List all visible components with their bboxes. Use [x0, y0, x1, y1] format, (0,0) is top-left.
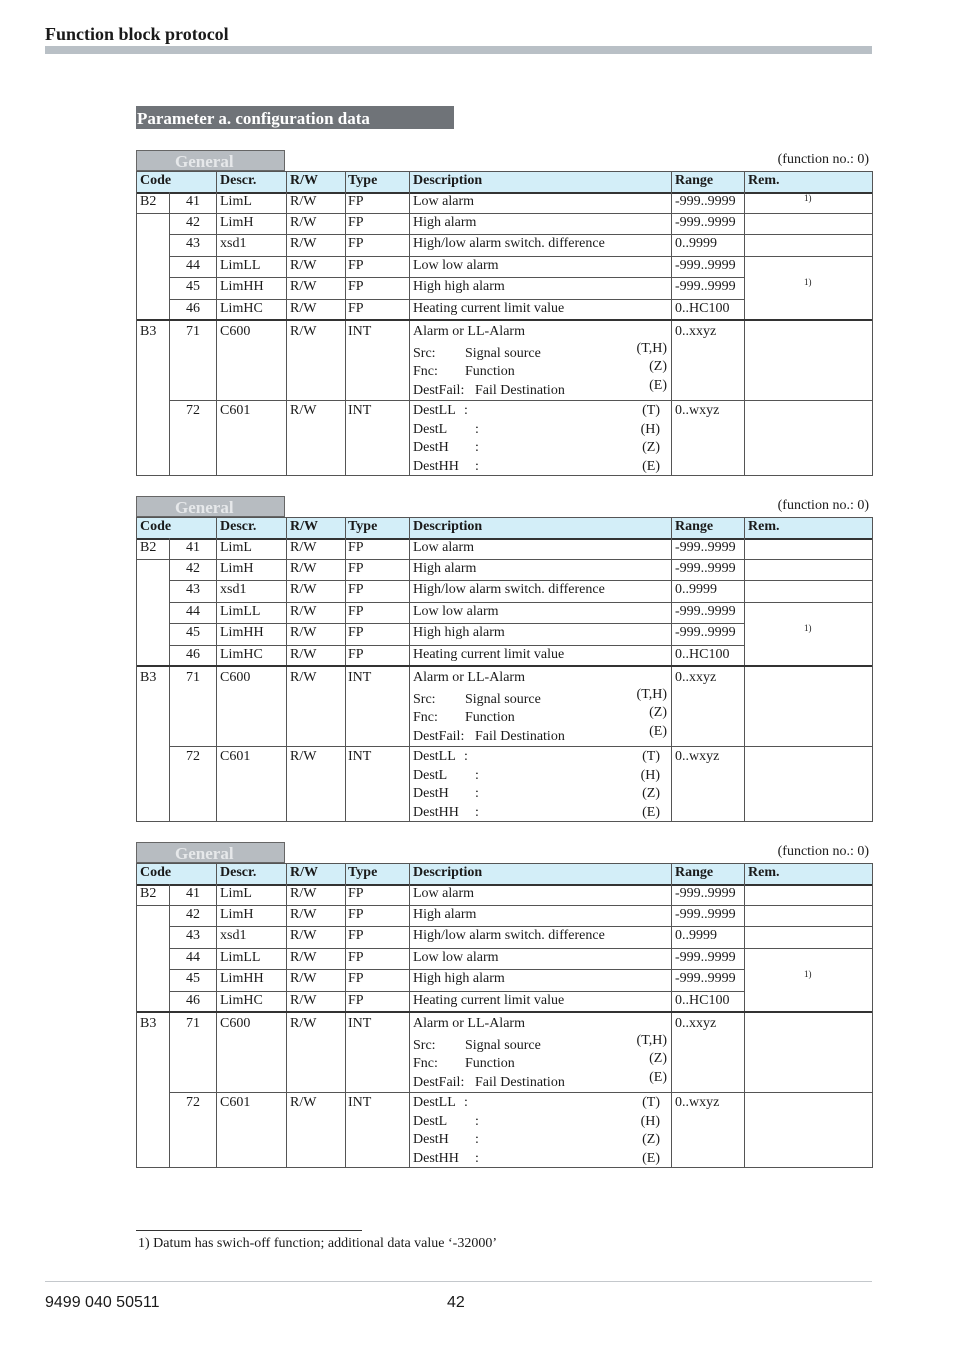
cell-descr: LimHC	[220, 301, 263, 316]
detail-colon: :	[464, 1095, 468, 1110]
column-header: Description	[413, 173, 483, 188]
cell-rw: R/W	[290, 301, 317, 316]
detail-text: Function	[465, 364, 515, 379]
column-divider	[671, 864, 672, 1167]
column-header: Range	[675, 865, 714, 880]
cell-description: Low alarm	[413, 540, 475, 555]
footer-doc-number: 9499 040 50511	[45, 1294, 160, 1311]
cell-description: High high alarm	[413, 279, 505, 294]
detail-code: (E)	[649, 378, 667, 393]
function-number: (function no.: 0)	[777, 844, 869, 859]
cell-number: 72	[186, 749, 200, 764]
column-header: Description	[413, 865, 483, 880]
column-divider	[216, 172, 217, 475]
table-tab: General	[136, 150, 285, 171]
cell-range: -999..9999	[675, 561, 736, 576]
detail-key: DestLL	[413, 403, 456, 418]
detail-colon: :	[475, 1132, 479, 1147]
detail-code: (H)	[640, 1114, 660, 1129]
cell-description: Low low alarm	[413, 258, 499, 273]
cell-descr: LimH	[220, 215, 254, 230]
cell-range: -999..9999	[675, 215, 736, 230]
cell-description: Alarm or LL-Alarm	[413, 1016, 525, 1031]
cell-type: FP	[348, 279, 364, 294]
column-header: Type	[348, 519, 378, 534]
cell-type: INT	[348, 1095, 372, 1110]
section-title: Parameter a. configuration data	[136, 106, 454, 129]
cell-descr: LimLL	[220, 604, 261, 619]
cell-number: 44	[186, 604, 200, 619]
cell-type: INT	[348, 749, 372, 764]
cell-type: FP	[348, 604, 364, 619]
cell-descr: LimHH	[220, 279, 264, 294]
detail-colon: :	[475, 768, 479, 783]
cell-range: 0..wxyz	[675, 403, 720, 418]
column-header: Rem.	[748, 865, 780, 880]
remark-merge-mask	[745, 949, 872, 1012]
group-divider	[137, 319, 872, 321]
cell-descr: LimL	[220, 886, 252, 901]
column-divider	[409, 518, 410, 821]
cell-rw: R/W	[290, 907, 317, 922]
row-divider	[169, 400, 872, 401]
column-header: R/W	[290, 865, 318, 880]
cell-rw: R/W	[290, 993, 317, 1008]
detail-key: Fnc:	[413, 1056, 438, 1071]
footnote: 1) Datum has swich-off function; additional data value ‘-32000’	[138, 1236, 497, 1251]
column-header: Range	[675, 519, 714, 534]
detail-code: (E)	[642, 1151, 660, 1166]
detail-key: DestHH	[413, 459, 459, 474]
cell-rw: R/W	[290, 1016, 317, 1031]
cell-number: 42	[186, 561, 200, 576]
detail-code: (Z)	[649, 1051, 667, 1066]
detail-code: (T,H)	[636, 687, 667, 702]
cell-type: FP	[348, 215, 364, 230]
cell-number: 41	[186, 886, 200, 901]
remark-merge-mask	[745, 886, 872, 905]
detail-key: DestL	[413, 422, 448, 437]
column-divider	[169, 560, 170, 821]
cell-number: 41	[186, 194, 200, 209]
column-divider	[286, 518, 287, 821]
group-divider	[137, 1011, 872, 1013]
cell-rw: R/W	[290, 194, 317, 209]
footer-page-number: 42	[447, 1294, 465, 1311]
cell-rw: R/W	[290, 670, 317, 685]
cell-code: B2	[140, 194, 157, 209]
cell-descr: LimLL	[220, 258, 261, 273]
cell-rw: R/W	[290, 561, 317, 576]
detail-text: Signal source	[465, 1038, 541, 1053]
cell-range: 0..wxyz	[675, 749, 720, 764]
cell-rw: R/W	[290, 540, 317, 555]
column-divider	[345, 864, 346, 1167]
cell-description: Alarm or LL-Alarm	[413, 324, 525, 339]
column-divider	[286, 864, 287, 1167]
column-header: R/W	[290, 173, 318, 188]
cell-number: 71	[186, 1016, 200, 1031]
detail-colon: :	[464, 749, 468, 764]
cell-range: -999..9999	[675, 886, 736, 901]
cell-range: -999..9999	[675, 194, 736, 209]
footer-rule	[45, 1281, 872, 1282]
table-tab: General	[136, 496, 285, 517]
cell-range: 0..xxyz	[675, 670, 717, 685]
cell-descr: C600	[220, 324, 251, 339]
cell-description: High/low alarm switch. difference	[413, 928, 605, 943]
cell-rw: R/W	[290, 604, 317, 619]
cell-descr: LimHC	[220, 993, 263, 1008]
footnote-rule	[136, 1230, 362, 1231]
parameter-table	[136, 863, 873, 1168]
cell-range: -999..9999	[675, 907, 736, 922]
detail-code: (H)	[640, 768, 660, 783]
cell-description: High alarm	[413, 907, 477, 922]
remark-footnote-mark: 1)	[804, 277, 812, 287]
detail-text: Function	[465, 710, 515, 725]
cell-code: B2	[140, 540, 157, 555]
parameter-table	[136, 171, 873, 476]
detail-colon: :	[475, 440, 479, 455]
detail-key: DestHH	[413, 1151, 459, 1166]
cell-range: -999..9999	[675, 258, 736, 273]
table-block	[136, 496, 873, 822]
cell-range: 0..xxyz	[675, 1016, 717, 1031]
cell-descr: LimH	[220, 907, 254, 922]
detail-colon: :	[464, 403, 468, 418]
column-divider	[744, 172, 745, 475]
parameter-table	[136, 517, 873, 822]
detail-key: DestLL	[413, 1095, 456, 1110]
cell-range: -999..9999	[675, 540, 736, 555]
column-header: Range	[675, 173, 714, 188]
detail-key: DestFail:	[413, 1075, 465, 1090]
column-divider	[216, 864, 217, 1167]
detail-key: Src:	[413, 346, 436, 361]
cell-description: Low low alarm	[413, 950, 499, 965]
cell-number: 44	[186, 258, 200, 273]
cell-rw: R/W	[290, 582, 317, 597]
table-block	[136, 150, 873, 476]
cell-code: B3	[140, 324, 157, 339]
cell-type: FP	[348, 582, 364, 597]
cell-number: 46	[186, 301, 200, 316]
cell-rw: R/W	[290, 950, 317, 965]
cell-descr: C600	[220, 1016, 251, 1031]
cell-type: FP	[348, 301, 364, 316]
cell-rw: R/W	[290, 971, 317, 986]
cell-number: 45	[186, 279, 200, 294]
table-header-row	[137, 172, 872, 194]
cell-range: 0..HC100	[675, 647, 730, 662]
row-divider	[169, 926, 872, 927]
detail-code: (Z)	[649, 359, 667, 374]
table-block	[136, 842, 873, 1168]
cell-range: -999..9999	[675, 971, 736, 986]
cell-number: 42	[186, 215, 200, 230]
cell-number: 72	[186, 1095, 200, 1110]
row-divider	[137, 559, 872, 560]
cell-type: FP	[348, 886, 364, 901]
cell-description: High high alarm	[413, 625, 505, 640]
cell-number: 46	[186, 647, 200, 662]
cell-type: FP	[348, 647, 364, 662]
cell-description: High alarm	[413, 215, 477, 230]
cell-type: FP	[348, 625, 364, 640]
detail-text: Fail Destination	[475, 729, 565, 744]
cell-descr: LimH	[220, 561, 254, 576]
cell-description: High/low alarm switch. difference	[413, 582, 605, 597]
cell-type: FP	[348, 258, 364, 273]
column-divider	[671, 172, 672, 475]
detail-key: DestLL	[413, 749, 456, 764]
column-divider	[671, 518, 672, 821]
cell-code: B3	[140, 670, 157, 685]
cell-descr: C600	[220, 670, 251, 685]
column-header: Rem.	[748, 519, 780, 534]
cell-description: High/low alarm switch. difference	[413, 236, 605, 251]
column-divider	[169, 906, 170, 1167]
remark-merge-mask	[745, 603, 872, 666]
detail-text: Fail Destination	[475, 1075, 565, 1090]
cell-description: Heating current limit value	[413, 301, 565, 316]
detail-key: DestHH	[413, 805, 459, 820]
column-header: Code	[140, 173, 172, 188]
row-divider	[169, 580, 872, 581]
cell-descr: xsd1	[220, 582, 247, 597]
cell-rw: R/W	[290, 749, 317, 764]
table-header-row	[137, 864, 872, 886]
row-divider	[169, 746, 872, 747]
detail-key: Src:	[413, 1038, 436, 1053]
detail-colon: :	[475, 786, 479, 801]
cell-number: 45	[186, 971, 200, 986]
row-divider	[169, 1092, 872, 1093]
cell-description: Alarm or LL-Alarm	[413, 670, 525, 685]
cell-range: 0..9999	[675, 928, 717, 943]
cell-description: Heating current limit value	[413, 647, 565, 662]
detail-key: Src:	[413, 692, 436, 707]
column-divider	[216, 518, 217, 821]
column-divider	[744, 518, 745, 821]
cell-type: FP	[348, 561, 364, 576]
cell-rw: R/W	[290, 886, 317, 901]
cell-type: INT	[348, 324, 372, 339]
header-bar	[45, 46, 872, 54]
function-number: (function no.: 0)	[777, 152, 869, 167]
cell-type: INT	[348, 670, 372, 685]
column-header: Descr.	[220, 173, 257, 188]
cell-range: 0..wxyz	[675, 1095, 720, 1110]
page-header-title: Function block protocol	[45, 24, 229, 44]
cell-rw: R/W	[290, 928, 317, 943]
table-tab: General	[136, 842, 285, 863]
cell-descr: LimHH	[220, 625, 264, 640]
cell-number: 41	[186, 540, 200, 555]
cell-description: Low low alarm	[413, 604, 499, 619]
detail-code: (T)	[642, 1095, 660, 1110]
cell-type: INT	[348, 403, 372, 418]
column-divider	[169, 214, 170, 475]
cell-descr: LimHC	[220, 647, 263, 662]
detail-code: (Z)	[642, 440, 660, 455]
column-divider	[345, 518, 346, 821]
cell-description: Low alarm	[413, 886, 475, 901]
column-header: R/W	[290, 519, 318, 534]
cell-number: 46	[186, 993, 200, 1008]
column-divider	[744, 864, 745, 1167]
detail-colon: :	[475, 805, 479, 820]
group-divider	[137, 665, 872, 667]
cell-descr: LimL	[220, 194, 252, 209]
cell-number: 71	[186, 670, 200, 685]
column-divider	[409, 172, 410, 475]
cell-description: High alarm	[413, 561, 477, 576]
cell-range: 0..HC100	[675, 301, 730, 316]
cell-descr: C601	[220, 1095, 251, 1110]
detail-text: Signal source	[465, 692, 541, 707]
detail-code: (T)	[642, 403, 660, 418]
cell-description: Heating current limit value	[413, 993, 565, 1008]
detail-key: Fnc:	[413, 364, 438, 379]
cell-rw: R/W	[290, 647, 317, 662]
cell-descr: xsd1	[220, 928, 247, 943]
cell-range: -999..9999	[675, 279, 736, 294]
table-header-row	[137, 518, 872, 540]
remark-merge-mask	[745, 540, 872, 559]
cell-type: FP	[348, 236, 364, 251]
cell-rw: R/W	[290, 215, 317, 230]
detail-code: (H)	[640, 422, 660, 437]
column-divider	[409, 864, 410, 1167]
cell-type: FP	[348, 540, 364, 555]
detail-code: (Z)	[649, 705, 667, 720]
remark-footnote-mark: 1)	[804, 969, 812, 979]
cell-number: 43	[186, 582, 200, 597]
cell-descr: LimL	[220, 540, 252, 555]
cell-number: 45	[186, 625, 200, 640]
cell-type: FP	[348, 950, 364, 965]
column-header: Descr.	[220, 865, 257, 880]
cell-code: B2	[140, 886, 157, 901]
cell-rw: R/W	[290, 258, 317, 273]
remark-merge-mask	[745, 257, 872, 320]
detail-code: (T,H)	[636, 1033, 667, 1048]
cell-descr: LimHH	[220, 971, 264, 986]
detail-text: Signal source	[465, 346, 541, 361]
detail-key: DestFail:	[413, 383, 465, 398]
cell-range: 0..HC100	[675, 993, 730, 1008]
cell-description: High high alarm	[413, 971, 505, 986]
detail-key: DestH	[413, 1132, 449, 1147]
detail-code: (E)	[642, 459, 660, 474]
cell-type: FP	[348, 928, 364, 943]
detail-code: (Z)	[642, 1132, 660, 1147]
detail-text: Fail Destination	[475, 383, 565, 398]
cell-number: 71	[186, 324, 200, 339]
cell-type: FP	[348, 907, 364, 922]
row-divider	[137, 905, 872, 906]
detail-code: (E)	[649, 1070, 667, 1085]
column-header: Type	[348, 173, 378, 188]
detail-code: (E)	[649, 724, 667, 739]
column-divider	[286, 172, 287, 475]
row-divider	[137, 213, 872, 214]
detail-key: DestH	[413, 786, 449, 801]
detail-code: (T)	[642, 749, 660, 764]
cell-type: FP	[348, 993, 364, 1008]
detail-key: DestH	[413, 440, 449, 455]
cell-code: B3	[140, 1016, 157, 1031]
cell-number: 44	[186, 950, 200, 965]
cell-number: 43	[186, 236, 200, 251]
function-number: (function no.: 0)	[777, 498, 869, 513]
detail-code: (E)	[642, 805, 660, 820]
cell-descr: C601	[220, 749, 251, 764]
detail-text: Function	[465, 1056, 515, 1071]
cell-description: Low alarm	[413, 194, 475, 209]
column-header: Description	[413, 519, 483, 534]
cell-rw: R/W	[290, 403, 317, 418]
cell-rw: R/W	[290, 1095, 317, 1110]
cell-range: 0..xxyz	[675, 324, 717, 339]
cell-rw: R/W	[290, 625, 317, 640]
cell-range: -999..9999	[675, 625, 736, 640]
row-divider	[169, 234, 872, 235]
cell-number: 72	[186, 403, 200, 418]
cell-rw: R/W	[290, 236, 317, 251]
detail-key: DestL	[413, 768, 448, 783]
detail-colon: :	[475, 459, 479, 474]
cell-number: 43	[186, 928, 200, 943]
detail-key: DestL	[413, 1114, 448, 1129]
cell-type: FP	[348, 194, 364, 209]
remark-footnote-mark: 1)	[804, 623, 812, 633]
cell-range: 0..9999	[675, 236, 717, 251]
cell-number: 42	[186, 907, 200, 922]
detail-colon: :	[475, 1151, 479, 1166]
remark-footnote-mark: 1)	[804, 193, 812, 203]
cell-descr: C601	[220, 403, 251, 418]
column-divider	[345, 172, 346, 475]
cell-range: -999..9999	[675, 950, 736, 965]
detail-colon: :	[475, 422, 479, 437]
detail-key: Fnc:	[413, 710, 438, 725]
column-header: Code	[140, 519, 172, 534]
cell-type: FP	[348, 971, 364, 986]
column-header: Code	[140, 865, 172, 880]
cell-type: INT	[348, 1016, 372, 1031]
cell-rw: R/W	[290, 279, 317, 294]
detail-code: (Z)	[642, 786, 660, 801]
cell-descr: xsd1	[220, 236, 247, 251]
cell-descr: LimLL	[220, 950, 261, 965]
column-header: Rem.	[748, 173, 780, 188]
detail-code: (T,H)	[636, 341, 667, 356]
cell-range: -999..9999	[675, 604, 736, 619]
cell-rw: R/W	[290, 324, 317, 339]
detail-key: DestFail:	[413, 729, 465, 744]
column-header: Descr.	[220, 519, 257, 534]
detail-colon: :	[475, 1114, 479, 1129]
cell-range: 0..9999	[675, 582, 717, 597]
column-header: Type	[348, 865, 378, 880]
